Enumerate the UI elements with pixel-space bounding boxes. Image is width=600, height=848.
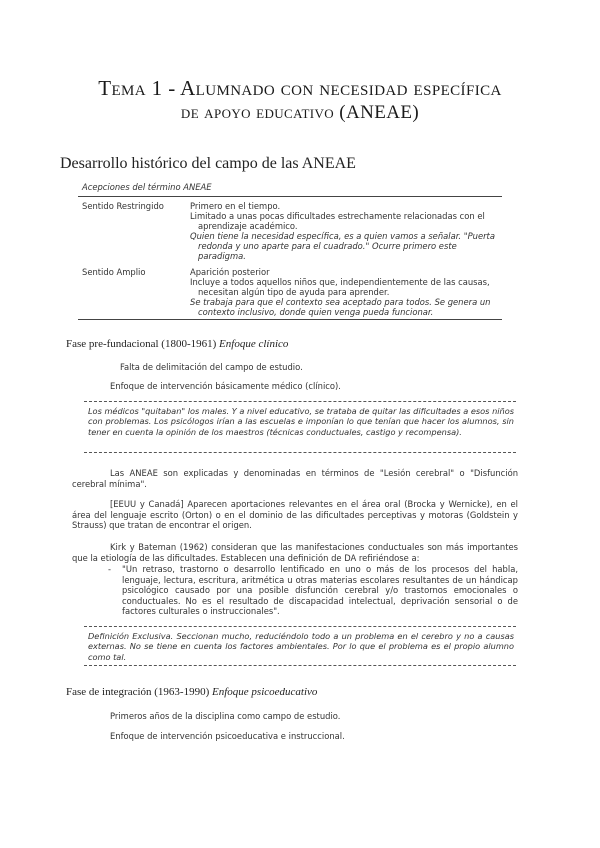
note-box: Los médicos "quitaban" los males. Y a nivel educativo, se trataba de quitar las dificultades a esos niños con problemas. Los psicólogos irían a las escuelas e imponían lo que tenían que hacer los alumnos, sin tener en cuenta la opinión de los maestros (técnicas conductuales, castigo y recompensa).: [84, 401, 516, 453]
page-title-line-2: de apoyo educativo (ANEAE): [180, 102, 420, 123]
phase-2-heading-text: Fase de integración (1963-1990): [66, 686, 210, 698]
table-caption: Acepciones del término ANEAE: [82, 182, 212, 192]
phase-2-heading: [66, 686, 317, 698]
phase-1-heading-text: Fase pre-fundacional (1800-1961): [66, 338, 217, 350]
paragraph: Enfoque de intervención psicoeducativa e instruccional.: [110, 731, 345, 741]
phase-1-heading: [66, 338, 288, 350]
paragraph: Las ANEAE son explicadas y denominadas en términos de "Lesión cerebral" o "Disfunción cerebral mínima".: [72, 468, 518, 489]
table-line: Incluye a todos aquellos niños que, independientemente de las causas, necesitan algún tipo de ayuda para aprender.: [190, 277, 490, 297]
table-line: Se trabaja para que el contexto sea aceptado para todos. Se genera un contexto inclusivo, donde quien venga pueda funcionar.: [190, 297, 491, 317]
definitions-table: [78, 182, 502, 320]
list-item: [108, 564, 518, 617]
phase-2-heading-emphasis: Enfoque psicoeducativo: [212, 686, 318, 698]
table-row-value: [190, 201, 502, 261]
table-row-key: Sentido Amplio: [82, 267, 146, 277]
page-title-line-1: Tema 1 - Alumnado con necesidad específica: [98, 76, 502, 100]
phase-1-heading-emphasis: Enfoque clínico: [219, 338, 289, 350]
paragraph: [EEUU y Canadá] Aparecen aportaciones relevantes en el área oral (Brocka y Wernicke), en el área del lenguaje escrito (Orton) o en el dominio de las dificultades perceptivas y motoras (Goldstein y Strauss) que tratan de encontrar el origen.: [72, 499, 518, 531]
paragraph: Falta de delimitación del campo de estudio.: [120, 362, 303, 372]
note-box: Definición Exclusiva. Seccionan mucho, reduciéndolo todo a un problema en el cerebro y no a causas externas. No se tiene en cuenta los factores ambientales. Por lo que el problema es el propio alumno como tal.: [84, 626, 516, 666]
paragraph: Kirk y Bateman (1962) consideran que las manifestaciones conductuales son más importantes que la etiología de las dificultades. Establecen una definición de DA refiriéndose a:: [72, 542, 518, 563]
table-row-restringido: [78, 197, 502, 263]
table-bottom-rule: [78, 319, 502, 320]
table-line: Aparición posterior: [190, 267, 270, 277]
paragraph: Primeros años de la disciplina como campo de estudio.: [110, 711, 341, 721]
section-heading-history: Desarrollo histórico del campo de las ANEAE: [60, 155, 356, 172]
table-row-key: Sentido Restringido: [82, 201, 164, 211]
table-line: Quien tiene la necesidad específica, es a quien vamos a señalar. "Puerta redonda y uno aparte para el cuadrado." Ocurre primero este paradigma.: [190, 231, 495, 261]
table-line: Primero en el tiempo.: [190, 201, 281, 211]
list-item-text: "Un retraso, trastorno o desarrollo lentificado en uno o más de los procesos del habla, lenguaje, lectura, escritura, aritmética u otras materias escolares resultantes de un hándicap psicológico causado por una posible disfunción cerebral y/o trastornos emocionales o conductuales. No es el resultado de discapacidad intelectual, deprivación sensorial o de factores culturales o instruccionales".: [122, 564, 518, 617]
table-line: Limitado a unas pocas dificultades estrechamente relacionadas con el aprendizaje académico.: [190, 211, 485, 231]
table-row-value: [190, 267, 502, 317]
table-row-amplio: [78, 263, 502, 319]
paragraph: Enfoque de intervención básicamente médico (clínico).: [110, 381, 341, 391]
bullet-dash: -: [108, 564, 112, 574]
